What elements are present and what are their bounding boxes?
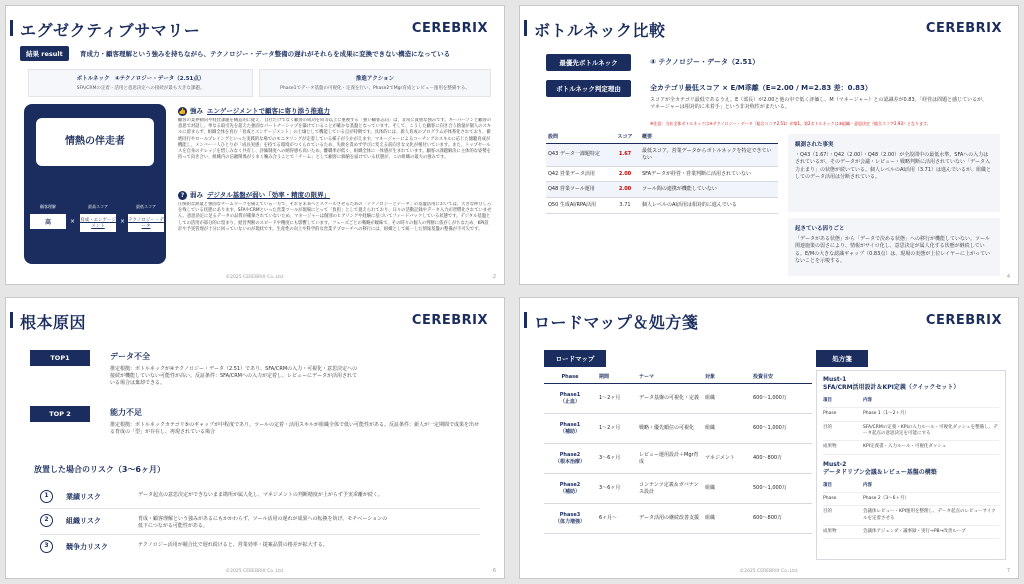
page-number: 6	[492, 568, 496, 574]
table-row[interactable]: Q43 データ一課題特定 1.67 最低スコア。営業データからボトルネックを特定できていない	[546, 144, 778, 167]
priority-tag: 最優先ボトルネック	[546, 54, 631, 71]
page-number: 7	[1006, 568, 1010, 574]
rx-row: 成果物 会議体アジェンダ・議事録・実行→PB→改善ループ	[823, 526, 999, 539]
reason-tag: ボトルネック判定理由	[546, 80, 631, 97]
issue-heading: ? 弱み デジタル基盤が弱い「効率・精度の限界」	[178, 190, 330, 200]
table-row[interactable]: Phase1 （補助） 1〜2ヶ月 戦略・優先順位の可視化 組織 600〜1,000万	[544, 414, 812, 444]
times-icon: ×	[120, 218, 126, 225]
slide-executive-summary[interactable]	[5, 5, 505, 285]
slide-title: エグゼクティブサマリー	[20, 18, 200, 41]
note-text: ※注意：当社全体ボトルネックは④テクノロジー・データ（総合スコア2.51）が第1。第2ボトルネックは③組織・意思決定（総合スコア2.93）となります。	[650, 121, 931, 126]
must2-title: Must-2 データドリブン会議＆レビュー基盤の構築	[823, 460, 937, 476]
action-text: Phase1でデータ基盤の可視化・定義を行い、Phase2でMgr育成とレビュー運用を整備する。	[280, 86, 470, 91]
observed-facts: 観測された事実 ・Q43（1.67）・Q42（2.00）・Q48（2.00）が全設問中の最低水準。SFAへの入力はされているが、そのデータが会議・レビュー・戦略判断に活用されていない「データ入力止まり」の状態が続いている。個人レベルのAI活用（3.71）は進んでいるが、組織としてのデータ活用は分断されている。	[788, 134, 1000, 212]
metric-highest: 最高スコア 育成・エンゲージメント	[80, 204, 116, 232]
slide-title: ロードマップ＆処方箋	[534, 310, 698, 333]
table-row[interactable]: Phase2 （根本治療） 3〜6ヶ月 レビュー運用設計＋Mgr育成 マネジメント 400〜800万	[544, 444, 812, 474]
times-icon: ×	[70, 218, 76, 225]
rx-row: 目的 SFA/CRMの定義・KPIの入力ルール・可視化ダッシュを整備し、データ起点の意思決定を可能にする	[823, 422, 999, 442]
table-row[interactable]: Phase2 （補助） 3〜6ヶ月 コンテンツ定義＆ガバナンス設計 組織 500〜1,000万	[544, 474, 812, 504]
brand-logo: CEREBRIX	[925, 313, 1002, 328]
result-banner	[20, 46, 492, 62]
roadmap-table	[544, 370, 812, 534]
divider	[40, 534, 480, 535]
issues-occurring: 起きている因りごと 「データがある状態」から「データで決める状態」への移行が機能していない。ツール関連施策の弱さにより、情報がサイロ化し、意思決定が属人化する状態が継続している。E/Mの大きな認識ギャップ（0.83点）は、現場の実態が上位レイヤーに上がっていないことを示唆する。	[788, 218, 1000, 276]
rx-row: 項目 内容	[823, 480, 999, 493]
persona-panel	[24, 104, 166, 264]
divider	[40, 508, 480, 509]
prescription-box	[816, 370, 1006, 560]
rx-row: 目的 会議体レビュー・KPI運用を整理し、データ起点のレビューサイクルを定着させる	[823, 506, 999, 526]
slide-bottleneck-comparison[interactable]	[519, 5, 1019, 285]
table-header: Phase 期間 テーマ 対象 投資目安	[544, 370, 812, 384]
thumbs-up-icon: 👍	[178, 107, 187, 115]
strength-heading: 👍 強み エンゲージメントで顧客に寄り添う推進力	[178, 107, 331, 115]
rx-row: 項目 内容	[823, 395, 999, 408]
result-text: 育成力・顧客理解という強みを持ちながら、テクノロジー・データ整備の遅れがそれらを成果に変換できない構造になっている	[80, 50, 451, 58]
metric-customer: 顧客理解 高	[30, 204, 66, 229]
roadmap-tag: ロードマップ	[544, 350, 606, 367]
persona-name: 情熱の伴走者	[36, 118, 154, 166]
bottleneck-label: ボトルネック ④テクノロジー・データ（2.51点）	[76, 76, 205, 82]
strength-body: 顧客の業界動向や経営課題を構造的に捉え、自社だけでなく顧客の成功を同等以上に重視する「強い顧客志向」は、非常に貴重な強みです。キーパーソンと顧客の意思で対話し、単なる取引先を超えた強固なパートナーシップを築けていることが確かな基盤となっています。そして、こうした顧客に向き合う熱量が個人のスキルに留まらず、組織全体を育む「育成とエンゲージメント」の土壌として機能している点が特徴です。具体的には、新人育成のプログラムが体系化されており、徹底同行やロールプレイングといった実践的な場でのモニタリングが定着している様子がうかがえます。マネージャーによるコーチングのスキルに応じた傾聴育成が機能し、メンバー一人ひとりが「成長実感」を持てる環境がつくられているため、失敗を責めず学びに変える前向きな文化が根付いています。また、トップセールスを自身のナレッジを惜しみなく共有し、評価制度への納得感も高いため、離職率が低く、組織全体に一体感が生まれています。顧客の課題解決に主体的な姿勢を持って向き合い、組織内の信頼関係がうまく噛み合うことで「チーム」として顧客に価値を届けている状態が、この組織の最大の強みです。	[178, 118, 492, 161]
rx-row: Phase Phase 1（1〜2ヶ月）	[823, 408, 999, 421]
persona-metrics	[28, 204, 162, 244]
reason-body: スコアが全カテゴリ最低であるうえ、E（部長）が2.00と他の中で低く評価し、M（マネージャー）との認識差が0.83。「経営は問題と感じているが、マネージャーは相対的に未着手」という非対称性がまたいる。	[650, 97, 988, 110]
rx-row: Phase Phase 2（3〜6ヶ月）	[823, 493, 999, 506]
must1-title: Must-1 SFA/CRM活用設計＆KPI定義（クイックセット）	[823, 376, 960, 392]
top2-body: 推定根拠：ボトルネックカテゴリ⑤のギャップが中程度であり、ツールの定着・活用スキルが組織全体で低い可能性がある。反証条件：新人が一定期間で成果を出せる育成の「型」が存在し、再現されている場合	[110, 422, 479, 435]
brand-logo: CEREBRIX	[925, 21, 1002, 36]
table-row[interactable]: Q48 営業ツール運用 2.00 ツール間の連携が機能していない	[546, 182, 778, 198]
top2-title: 能力不足	[110, 408, 142, 417]
page-number: 4	[1006, 274, 1010, 280]
slide-title: 根本原因	[20, 310, 86, 333]
footer-copyright: ©2025 CEREBRIX Co.,Ltd.	[225, 275, 285, 280]
footer-copyright: ©2025 CEREBRIX Co.,Ltd.	[739, 569, 799, 574]
action-summary	[259, 69, 491, 97]
table-row[interactable]: Q42 営業データ活用 2.00 SFAデータが経営・営業判断に活用されていない	[546, 166, 778, 182]
brand-logo: CEREBRIX	[411, 313, 488, 328]
table-row[interactable]: Phase3 （体力増強） 6ヶ月〜 データ活用の継続改善支援 組織 600〜800万	[544, 504, 812, 534]
priority-value: ④ テクノロジー・データ（2.51）	[650, 58, 760, 66]
footer-copyright: ©2025 CEREBRIX Co.,Ltd.	[225, 569, 285, 574]
reason-title: 全カテゴリ最低スコア × E/M乖離（E=2.00 / M=2.83 差：0.83）	[650, 84, 872, 92]
top1-title: データ不全	[110, 352, 150, 361]
brand-logo: CEREBRIX	[411, 21, 488, 36]
risk-title: 放置した場合のリスク（3〜6ヶ月）	[34, 465, 165, 474]
rx-row: 成果物 KPI定義書・入力ルール・可視化ダッシュ	[823, 441, 999, 454]
slide-title: ボトルネック比較	[534, 18, 666, 41]
prescription-tag: 処方箋	[816, 350, 868, 367]
metric-lowest: 最低スコア テクノロジー・データ	[128, 204, 164, 232]
slide-roadmap[interactable]	[519, 297, 1019, 579]
table-row[interactable]: Q50 生成AI/RPA活用 3.71 個人レベルのAI活用は相対的に進んでいる	[546, 198, 778, 214]
page-number: 2	[492, 274, 496, 280]
table-header: 設問 スコア 概要	[546, 130, 778, 144]
bottleneck-summary	[28, 69, 253, 97]
table-row[interactable]: Phase1 （止血） 1〜2ヶ月 データ基盤の可視化・定義 組織 600〜1,000万	[544, 384, 812, 414]
issue-body: 圧倒的な熱量と強固なチームワークを備えている一方で、それを未来へとスケールさせるための「テクノロジーとデータ」の基盤活用においては、大きな伸びしろを残している状態にあります。SFAやCRMといった営業ツールが現場にとって「負担」として捉えられており、日々の活動記録やデータ入力が習慣化されていません。意思決定に足るデータの品質が確保されていないため、マネージャーは個別のヒアリングや経験に基づいてフィードバックしている状態です。デジタル基盤としての活用が部分的に留まり、経営判断のスピードや精度にも影響しています。フェーズごとの戦略が曖昧で、その時々の個人の判断に依存しがちなため、KPI設計や予実管理が十分に回っていないのが現状です。生産性の向上や科学的な営業アプローチへの移行には、組織として統一した情報基盤の整備が不可欠です。	[178, 202, 492, 232]
bottleneck-table	[546, 130, 778, 214]
slide-root-cause[interactable]: 根本原因 CEREBRIX TOP1 データ不全 推定根拠：ボトルネックが④テクノロジー・データ（2.51）であり、SFA/CRMの入力・可視化・意思決定への接続が機能していない可能性が高い。反証条件：SFA/CRMへの入力が定着し、レビューにデータが活用されている場合は棄却できる。 TOP 2 能力不足 推定根拠：ボトルネックカテゴリ⑤のギャップが中程度であり、ツールの定着・活用スキルが組織全体で低い可能性がある。反証条件：新人が一定期間で成果を出せる育成の「型」が存在し、再現されている場合 放置した場合のリスク（3〜6ヶ月） 1 業績リスク データ起点の意思決定ができないまま勘所が属人化し、マネジメントの判断精度が上がらず予実乖離が続く。 2 組織リスク 育成・顧客理解という強みがあるにもかかわらず、ツール活用の遅れが成果への転換を妨げ、モチベーションの低下につながる可能性がある。 3 競争力リスク テクノロジー活用が競合比で遅れ続けると、営業効率・提案品質の格差が拡大する。 ©2025 CEREBRIX Co.,Ltd. 6	[5, 297, 505, 579]
top1-tag: TOP1	[30, 350, 90, 366]
top1-body: 推定根拠：ボトルネックが④テクノロジー・データ（2.51）であり、SFA/CRMの入力・可視化・意思決定への接続が機能していない可能性が高い。反証条件：SFA/CRMへの入力が定着し、レビューにデータが活用されている場合は棄却できる。	[110, 366, 358, 386]
action-label: 推進アクション	[355, 76, 395, 82]
top2-tag: TOP 2	[30, 406, 90, 422]
result-tag: 結果 result	[20, 46, 69, 61]
bottleneck-text: SFA/CRMの定着・活用と意思決定への接続が最も大きな課題。	[76, 86, 205, 91]
question-icon: ?	[178, 191, 187, 200]
